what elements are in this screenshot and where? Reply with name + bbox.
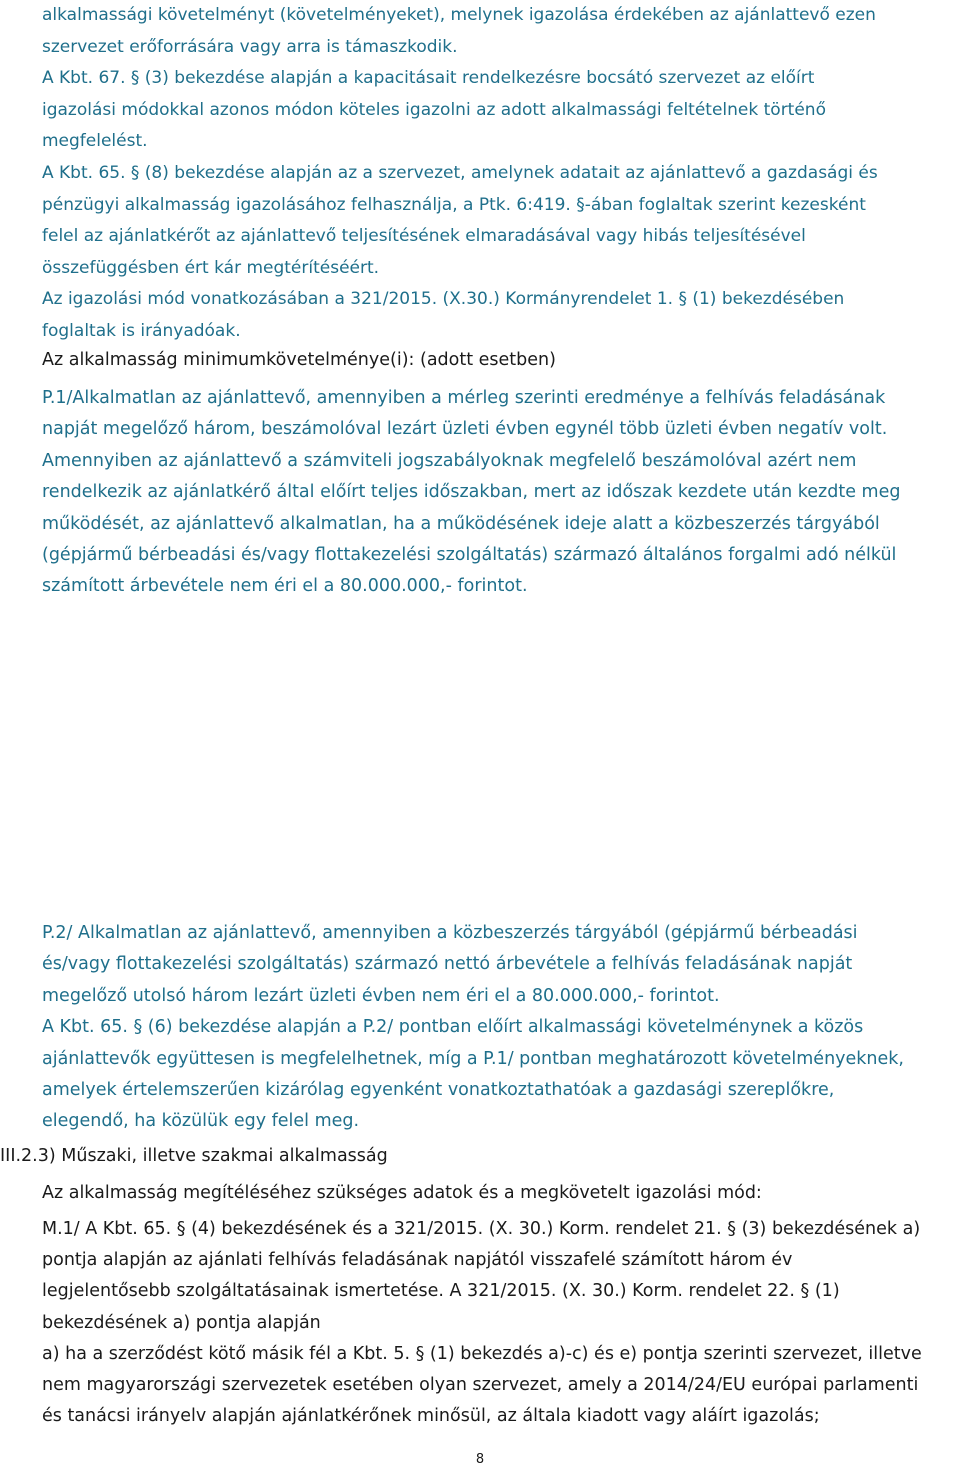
section-number: III.2.3) (0, 1146, 56, 1166)
text-line: bekezdésének a) pontja alapján (42, 1312, 321, 1333)
text-line: rendelkezik az ajánlatkérő által előírt teljes időszakban, mert az időszak kezdete után kezdte meg (42, 482, 901, 503)
text-line: és tanácsi irányelv alapján ajánlatkérőnek minősül, az általa kiadott vagy aláírt igazolás; (42, 1406, 820, 1427)
text-line: alkalmassági követelményt (követelményeket), melynek igazolása érdekében az ajánlattevő ezen (42, 5, 876, 25)
text-line: és/vagy flottakezelési szolgáltatás) származó nettó árbevétele a felhívás feladásának napját (42, 954, 853, 975)
section-heading (0, 1146, 388, 1166)
text-line: foglaltak is irányadóak. (42, 320, 241, 341)
text-line: amelyek értelemszerűen kizárólag egyenként vonatkoztathatóak a gazdasági szereplőkre, (42, 1080, 835, 1101)
text-line: Az igazolási mód vonatkozásában a 321/2015. (X.30.) Kormányrendelet 1. § (1) bekezdésében (42, 289, 845, 310)
text-line: nem magyarországi szervezetek esetében olyan szervezet, amely a 2014/24/EU európai parlamenti (42, 1375, 919, 1396)
section-title: Műszaki, illetve szakmai alkalmasság (61, 1146, 388, 1166)
text-line: elegendő, ha közülük egy felel meg. (42, 1111, 360, 1132)
text-line: napját megelőző három, beszámolóval lezárt üzleti évben egynél több üzleti évben negatív volt. (42, 419, 888, 440)
text-line: megelőző utolsó három lezárt üzleti évben nem éri el a 80.000.000,- forintot. (42, 985, 720, 1006)
text-line: felel az ajánlatkérőt az ajánlattevő teljesítésének elmaradásával vagy hibás teljesítésével (42, 226, 806, 247)
text-line: számított árbevétele nem éri el a 80.000.000,- forintot. (42, 576, 528, 597)
text-line: megfelelést. (42, 131, 148, 152)
requirement-m1 (42, 1214, 958, 1432)
min-requirements-heading: Az alkalmasság minimumkövetelménye(i): (adott esetben) (42, 350, 556, 370)
text-line: pontja alapján az ajánlati felhívás feladásának napjától visszafelé számított három év (42, 1250, 793, 1271)
text-line: legjelentősebb szolgáltatásainak ismertetése. A 321/2015. (X. 30.) Korm. rendelet 22. § (1) (42, 1281, 840, 1302)
text-line: Amennyiben az ajánlattevő a számviteli jogszabályoknak megfelelő beszámolóval azért nem (42, 450, 857, 471)
text-line: működését, az ajánlattevő alkalmatlan, ha a működésének ideje alatt a közbeszerzés tárgyából (42, 513, 880, 534)
text-line: A Kbt. 65. § (6) bekezdése alapján a P.2/ pontban előírt alkalmassági követelménynek a közös (42, 1017, 864, 1038)
text-line: M.1/ A Kbt. 65. § (4) bekezdésének és a 321/2015. (X. 30.) Korm. rendelet 21. § (3) bekezdésének a) (42, 1219, 921, 1239)
eligibility-paragraphs (42, 0, 958, 348)
page-number: 8 (475, 1452, 485, 1467)
text-line: igazolási módokkal azonos módon köteles igazolni az adott alkalmassági feltételnek történő (42, 99, 826, 120)
text-line: (gépjármű bérbeadási és/vagy flottakezelési szolgáltatás) származó általános forgalmi adó nélkül (42, 545, 897, 566)
requirement-p1 (42, 383, 958, 603)
text-line: A Kbt. 67. § (3) bekezdése alapján a kapacitásait rendelkezésre bocsátó szervezet az előírt (42, 68, 815, 89)
data-heading: Az alkalmasság megítéléséhez szükséges adatok és a megkövetelt igazolási mód: (42, 1183, 762, 1203)
text-line: a) ha a szerződést kötő másik fél a Kbt. 5. § (1) bekezdés a)-c) és e) pontja szerinti szervezet, illetve (42, 1343, 922, 1364)
text-line: A Kbt. 65. § (8) bekezdése alapján az a szervezet, amelynek adatait az ajánlattevő a gazdasági és (42, 162, 878, 183)
text-line: ajánlattevők együttesen is megfelelhetnek, míg a P.1/ pontban meghatározott követelményeknek, (42, 1048, 904, 1069)
text-line: pénzügyi alkalmasság igazolásához felhasználja, a Ptk. 6:419. §-ában foglaltak szerint kezesként (42, 194, 866, 215)
text-line: P.2/ Alkalmatlan az ajánlattevő, amennyiben a közbeszerzés tárgyából (gépjármű bérbeadási (42, 923, 858, 943)
requirement-p2 (42, 918, 958, 1138)
text-line: P.1/Alkalmatlan az ajánlattevő, amennyiben a mérleg szerinti eredménye a felhívás feladásának (42, 388, 886, 408)
text-line: összefüggésben ért kár megtérítéséért. (42, 257, 380, 278)
text-line: szervezet erőforrására vagy arra is támaszkodik. (42, 36, 458, 57)
